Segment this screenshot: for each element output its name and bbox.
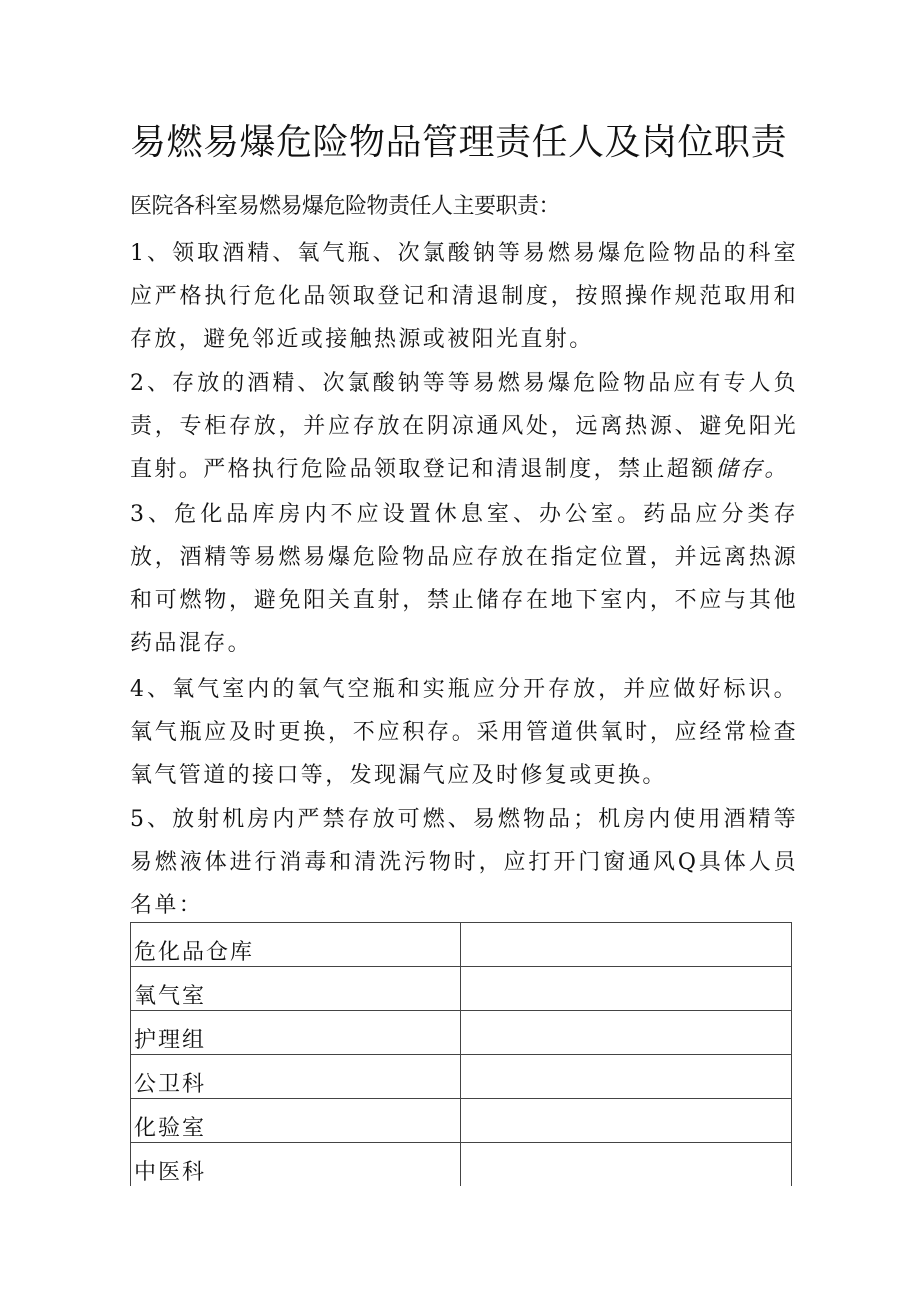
table-row [131,923,792,967]
section-subtitle: 医院各科室易燃易爆危险物责任人主要职责： [130,194,561,219]
department-cell: 中医科 [131,1143,461,1187]
table-row [131,1099,792,1143]
duty-text-1: 1、领取酒精、氧气瓶、次氯酸钠等易燃易爆危险物品的科室应严格执行危化品领取登记和清退制度，按照操作规范取用和存放，避免邻近或接触热源或被阳光直射。 [130,241,798,352]
table-row [131,1055,792,1099]
person-cell [461,1055,792,1099]
duty-text-2-italic-tail: 储存。 [715,457,789,482]
responsible-person-table [130,922,792,1186]
duty-text-3: 3、危化品库房内不应设置休息室、办公室。药品应分类存放，酒精等易燃易爆危险物品应存放在指定位置，并远离热源和可燃物，避免阳关直射，禁止储存在地下室内，不应与其他药品混存。 [130,502,798,656]
person-cell [461,923,792,967]
duty-text-2: 2、存放的酒精、次氯酸钠等等易燃易爆危险物品应有专人负责，专柜存放，并应存放在阴凉通风处，远离热源、避免阳光直射。严格执行危险品领取登记和清退制度，禁止超额 [130,371,798,482]
duty-text-4: 4、氧气室内的氧气空瓶和实瓶应分开存放，并应做好标识。氧气瓶应及时更换，不应积存。采用管道供氧时，应经常检查氧气管道的接口等，发现漏气应及时修复或更换。 [130,677,798,788]
duty-paragraph-2 [130,362,798,491]
duty-text-5: 5、放射机房内严禁存放可燃、易燃物品；机房内使用酒精等易燃液体进行消毒和清洗污物时，应打开门窗通风Q具体人员名单： [130,807,798,918]
department-cell: 氧气室 [131,967,461,1011]
table-row [131,1011,792,1055]
duty-paragraph-4 [130,668,798,797]
duty-paragraph-5 [130,798,798,927]
department-cell: 护理组 [131,1011,461,1055]
person-cell [461,967,792,1011]
table-row [131,967,792,1011]
duty-paragraph-1 [130,232,798,361]
person-cell [461,1143,792,1187]
document-title: 易燃易爆危险物品管理责任人及岗位职责 [130,122,788,163]
duty-paragraph-3 [130,493,798,665]
person-cell [461,1011,792,1055]
department-cell: 危化品仓库 [131,923,461,967]
person-cell [461,1099,792,1143]
department-cell: 公卫科 [131,1055,461,1099]
department-cell: 化验室 [131,1099,461,1143]
table-row [131,1143,792,1187]
